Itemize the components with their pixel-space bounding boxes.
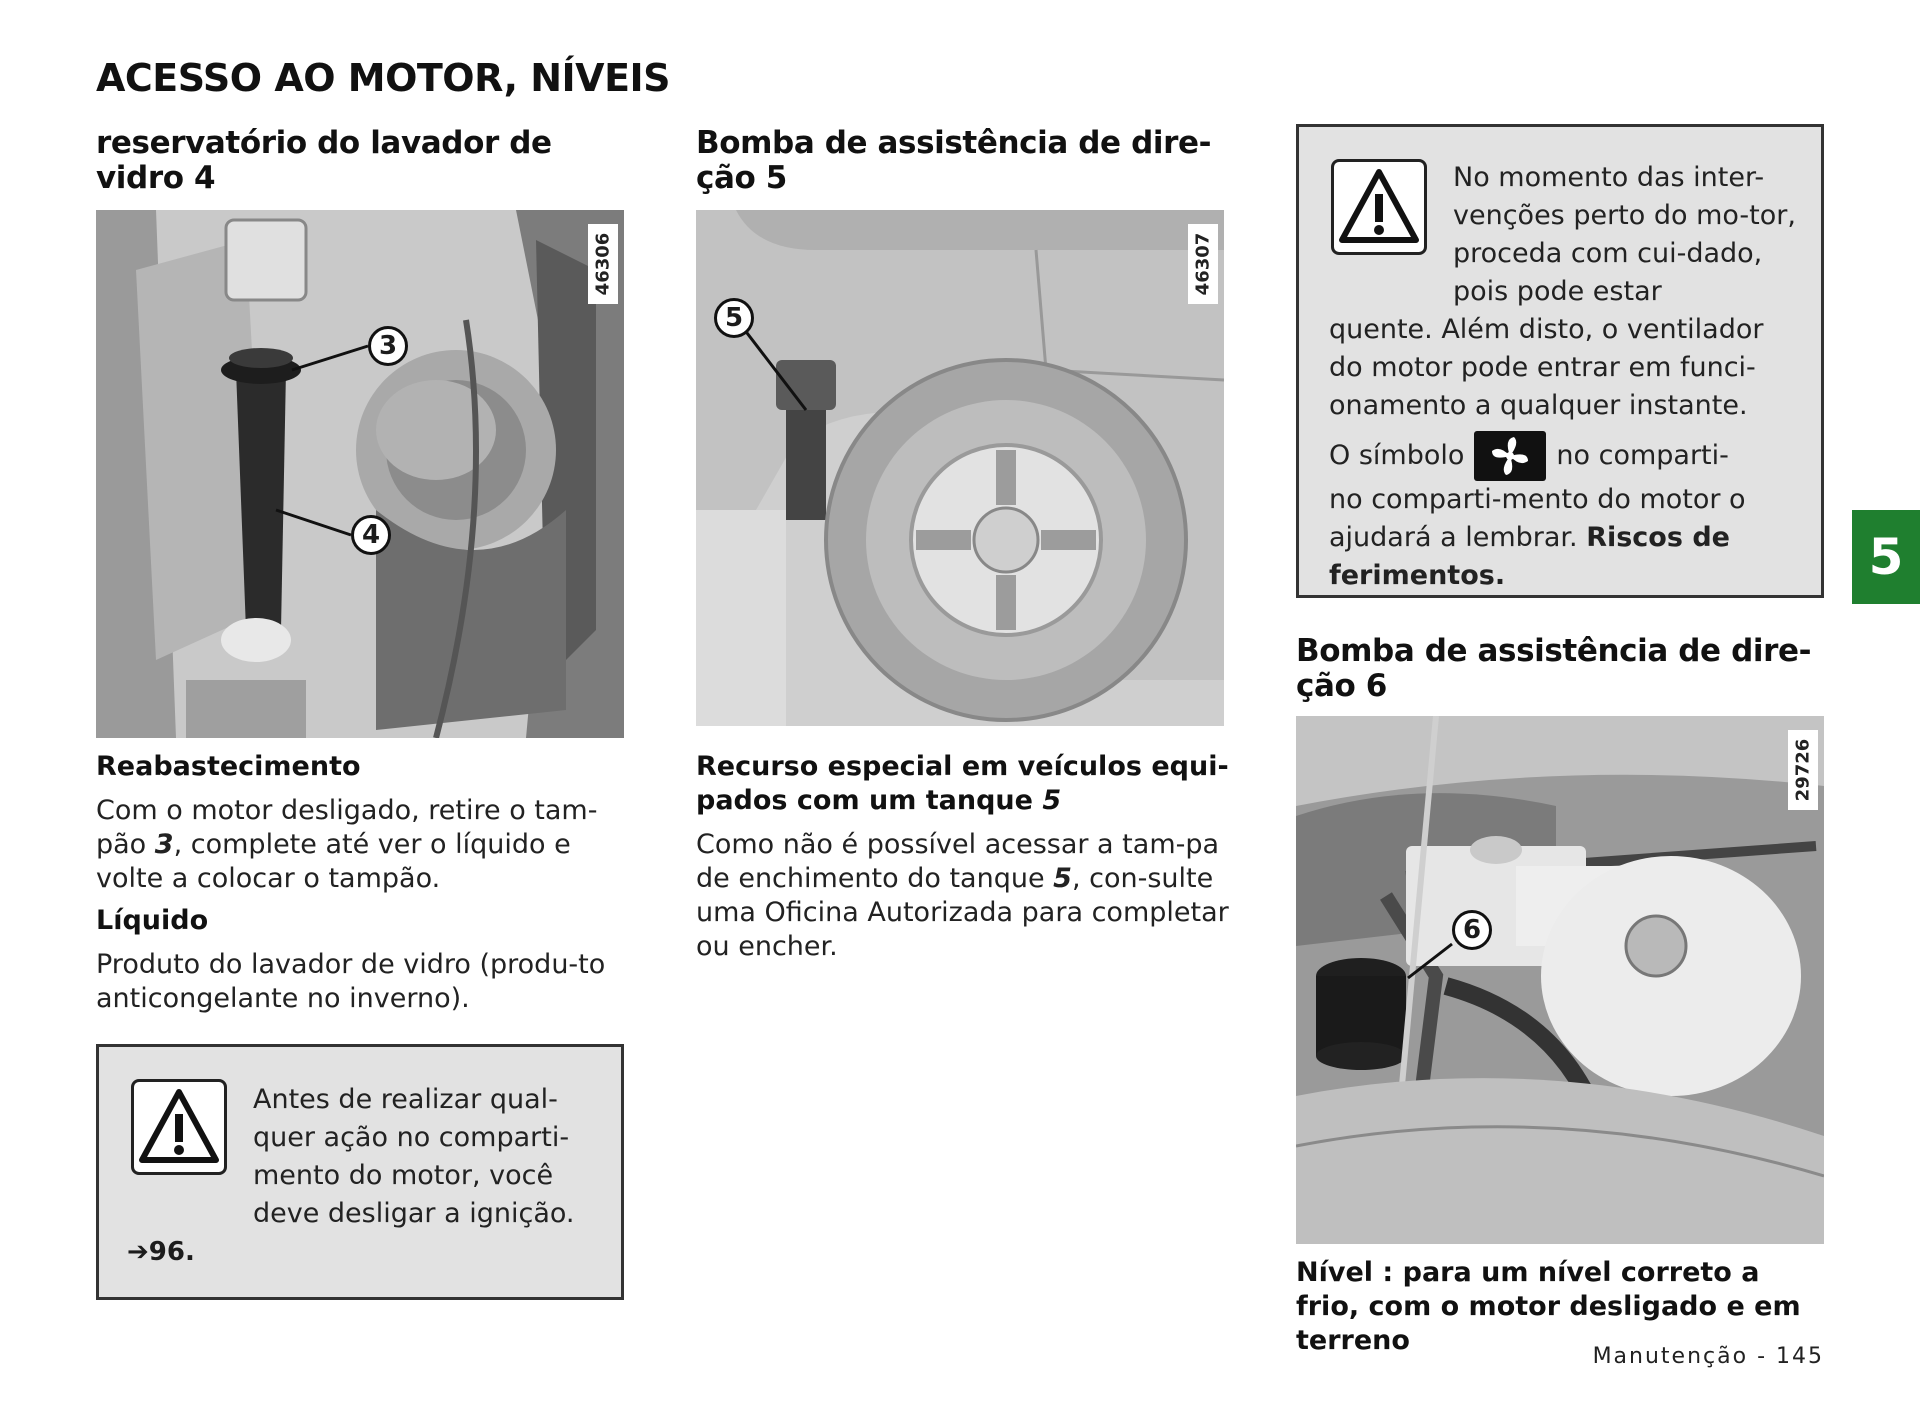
- refill-paragraph: Com o motor desligado, retire o tam-pão 3, complete até ver o líquido e volte a colocar o tampão.: [96, 795, 598, 894]
- callout-3: 3: [368, 326, 408, 366]
- level-note: Nível : para um nível correto a frio, com o motor desligado e em terreno: [1296, 1257, 1801, 1356]
- hot-engine-warning-text-top: No momento das inter-venções perto do mo-tor, proceda com cui-dado, pois pode estar: [1453, 162, 1796, 307]
- figure-number: 46306: [588, 224, 618, 304]
- page-footer: Manutenção - 145: [1592, 1344, 1824, 1369]
- warning-icon: [1331, 159, 1427, 255]
- callout-5: 5: [714, 298, 754, 338]
- fan-symbol-paragraph: O símbolo no comparti- no comparti-mento do motor o ajudará a lembrar. Riscos de ferimentos.: [1329, 431, 1803, 595]
- page-title: ACESSO AO MOTOR, NÍVEIS: [96, 56, 671, 100]
- washer-reservoir-figure: [96, 210, 624, 738]
- ignition-warning-text: Antes de realizar qual-quer ação no comparti-mento do motor, você deve desligar a ignição.: [253, 1084, 575, 1229]
- ignition-warning-box: [96, 1044, 624, 1300]
- figure-number: 29726: [1788, 730, 1818, 810]
- liquid-paragraph: Produto do lavador de vidro (produ-to anticongelante no inverno).: [96, 949, 606, 1014]
- chapter-tab[interactable]: 5: [1852, 510, 1920, 604]
- refill-subheading: Reabastecimento: [96, 751, 361, 782]
- col3-heading: Bomba de assistência de dire-ção 6: [1296, 633, 1812, 704]
- hot-engine-warning-text: quente. Além disto, o ventilador do motor pode entrar em funci-onamento a qualquer instante.: [1329, 314, 1764, 421]
- arrow-right-icon: ➔: [127, 1237, 149, 1267]
- special-feature-paragraph: Como não é possível acessar a tam-pa de enchimento do tanque 5, con-sulte uma Oficina Autorizada para completar ou encher.: [696, 829, 1229, 962]
- col1-heading: reservatório do lavador de vidro 4: [96, 125, 552, 196]
- liquid-subheading: Líquido: [96, 905, 209, 936]
- figure-number: 46307: [1188, 224, 1218, 304]
- fan-symbol-text: no comparti-mento do motor o ajudará a lembrar. Riscos de ferimentos.: [1329, 484, 1746, 591]
- fan-icon: [1474, 431, 1546, 481]
- callout-6: 6: [1452, 910, 1492, 950]
- hot-engine-warning-box: [1296, 124, 1824, 598]
- steering-pump-engine-figure: [1296, 716, 1824, 1244]
- callout-4: 4: [351, 515, 391, 555]
- page-reference[interactable]: ➔96.: [127, 1237, 195, 1267]
- col2-heading: Bomba de assistência de dire-ção 5: [696, 125, 1212, 196]
- warning-icon: [131, 1079, 227, 1175]
- special-feature-subheading: Recurso especial em veículos equi-pados com um tanque 5: [696, 751, 1229, 816]
- steering-pump-wheel-figure: [696, 210, 1224, 726]
